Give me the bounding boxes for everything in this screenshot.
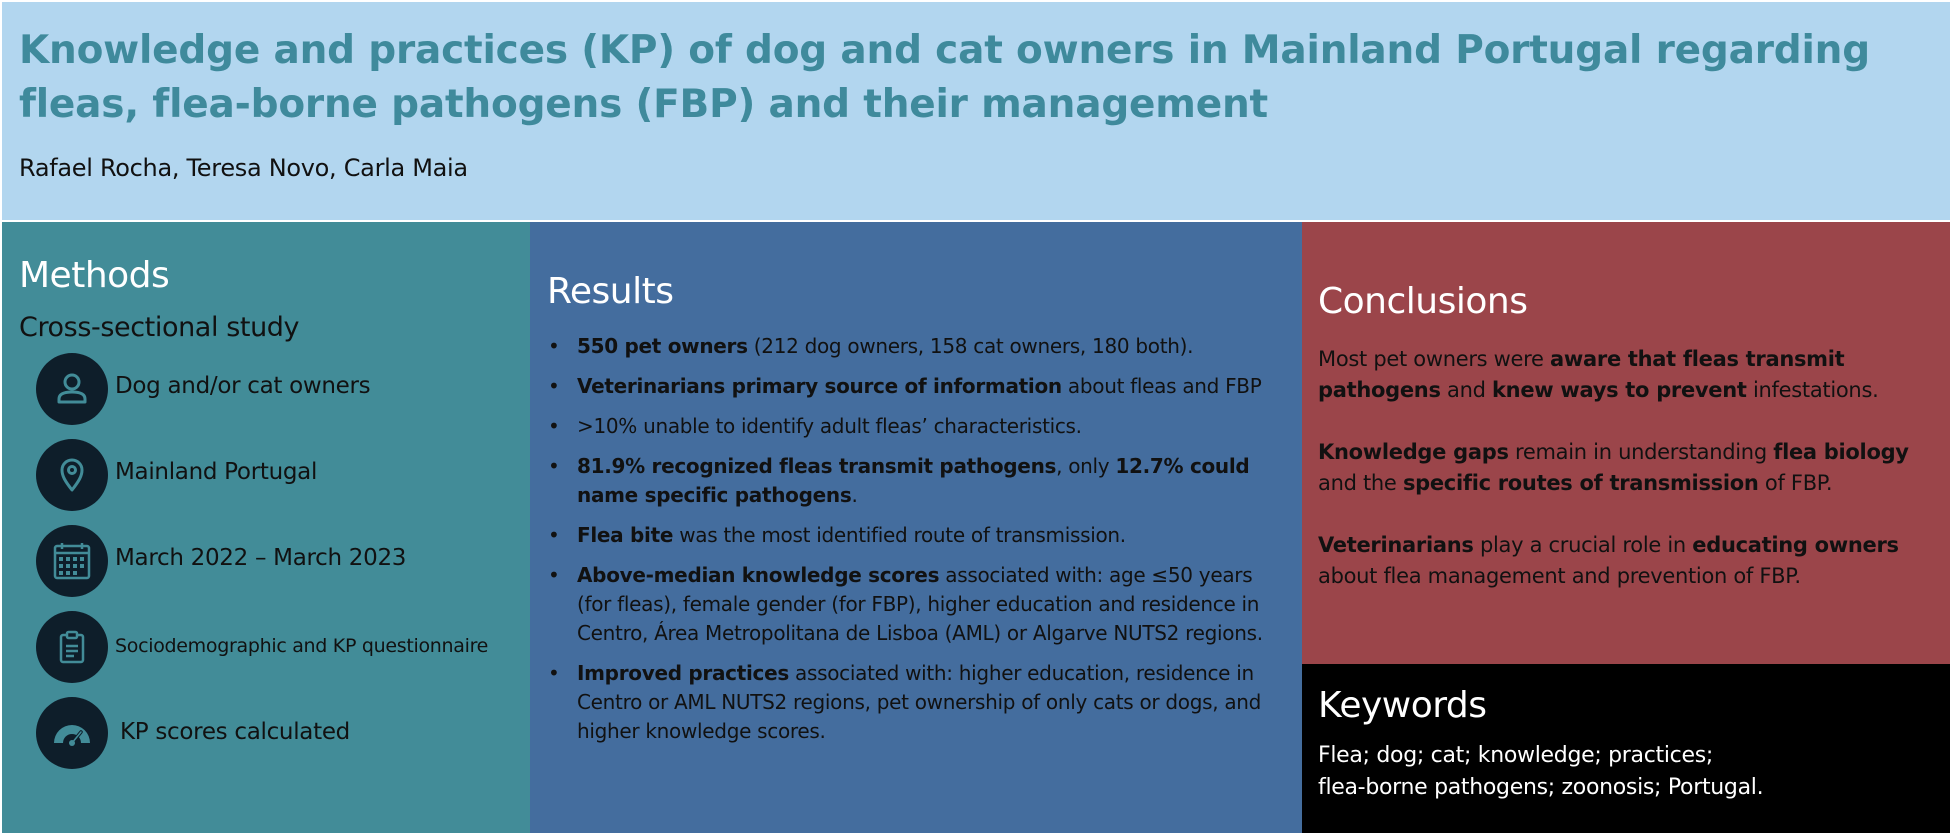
bold-phrase: flea biology: [1773, 440, 1909, 464]
method-label: Sociodemographic and KP questionnaire: [115, 635, 489, 657]
conclusion-paragraph: [1318, 437, 1934, 499]
method-label: Mainland Portugal: [115, 459, 318, 485]
bold-phrase: educating owners: [1692, 533, 1899, 557]
result-bullet: [547, 452, 1284, 510]
keywords-line: Flea; dog; cat; knowledge; practices;: [1318, 743, 1713, 768]
text-run: about flea management and prevention of FBP.: [1318, 564, 1801, 588]
bold-phrase: Veterinarians primary source of information: [577, 374, 1062, 398]
bold-phrase: Above-median knowledge scores: [577, 563, 940, 587]
bold-phrase: Knowledge gaps: [1318, 440, 1509, 464]
text-run: Most pet owners were: [1318, 347, 1551, 371]
text-run: , only: [1056, 454, 1116, 478]
conclusions-panel: [1302, 222, 1950, 664]
results-list: [547, 332, 1284, 746]
text-run: >10% unable to identify adult fleas’ characteristics.: [577, 414, 1082, 438]
text-run: associated with: higher education, residence in Centro or AML NUTS2 regions, pet ownership of only cats or dogs, and higher knowledge scores.: [577, 661, 1262, 743]
methods-panel: [2, 222, 530, 833]
bold-phrase: Improved practices: [577, 661, 789, 685]
bold-phrase: 550 pet owners: [577, 334, 748, 358]
method-item-period: [19, 525, 530, 611]
text-run: remain in understanding: [1508, 440, 1774, 464]
result-bullet: [547, 659, 1284, 746]
map-pin-icon: [36, 439, 108, 511]
method-item-scores: [19, 697, 530, 783]
text-run: (212 dog owners, 158 cat owners, 180 both).: [747, 334, 1194, 358]
bold-phrase: knew ways to prevent: [1492, 378, 1747, 402]
method-item-location: [19, 439, 530, 525]
conclusions-body: [1318, 344, 1934, 592]
text-run: and: [1440, 378, 1493, 402]
text-run: about fleas and FBP: [1061, 374, 1262, 398]
keywords-text: [1318, 740, 1934, 804]
conclusions-heading: Conclusions: [1318, 281, 1528, 322]
text-run: infestations.: [1746, 378, 1879, 402]
results-panel: [530, 222, 1302, 833]
keywords-heading: Keywords: [1318, 685, 1487, 726]
bold-phrase: aware that fleas transmit pathogens: [1318, 347, 1845, 402]
bold-phrase: 12.7% could name specific pathogens: [577, 454, 1250, 507]
person-icon: [36, 353, 108, 425]
text-run: .: [851, 483, 858, 507]
conclusion-paragraph: [1318, 530, 1934, 592]
result-bullet: [547, 412, 1284, 441]
result-bullet: [547, 332, 1284, 361]
bold-phrase: specific routes of transmission: [1402, 471, 1759, 495]
method-item-questionnaire: [19, 611, 530, 697]
bold-phrase: 81.9% recognized fleas transmit pathogens: [577, 454, 1057, 478]
text-run: associated with: age ≤50 years (for fleas), female gender (for FBP), higher education and residence in Centro, Área Metropolitana de Lisboa (AML) or Algarve NUTS2 regions.: [577, 563, 1263, 645]
text-run: and the: [1318, 471, 1403, 495]
text-run: play a crucial role in: [1473, 533, 1693, 557]
keywords-panel: [1302, 664, 1950, 833]
method-label: KP scores calculated: [120, 719, 350, 745]
method-item-owners: [19, 353, 530, 439]
method-label: March 2022 – March 2023: [115, 545, 407, 571]
calendar-icon: [36, 525, 108, 597]
clipboard-icon: [36, 611, 108, 683]
keywords-line: flea-borne pathogens; zoonosis; Portugal.: [1318, 775, 1764, 800]
poster-title: Knowledge and practices (KP) of dog and cat owners in Mainland Portugal regarding fleas, flea-borne pathogens (FBP) and their management: [19, 28, 1870, 127]
methods-heading: Methods: [19, 255, 170, 296]
gauge-icon: [36, 697, 108, 769]
text-run: was the most identified route of transmission.: [673, 523, 1126, 547]
result-bullet: [547, 561, 1284, 648]
result-bullet: [547, 521, 1284, 550]
bold-phrase: Veterinarians: [1318, 533, 1474, 557]
method-label: Dog and/or cat owners: [115, 373, 371, 399]
conclusion-paragraph: [1318, 344, 1934, 406]
bold-phrase: Flea bite: [577, 523, 674, 547]
authors: Rafael Rocha, Teresa Novo, Carla Maia: [19, 154, 468, 182]
poster-header: [2, 2, 1950, 220]
results-heading: Results: [547, 271, 674, 312]
result-bullet: [547, 372, 1284, 401]
study-type: Cross-sectional study: [19, 312, 300, 343]
text-run: of FBP.: [1758, 471, 1833, 495]
